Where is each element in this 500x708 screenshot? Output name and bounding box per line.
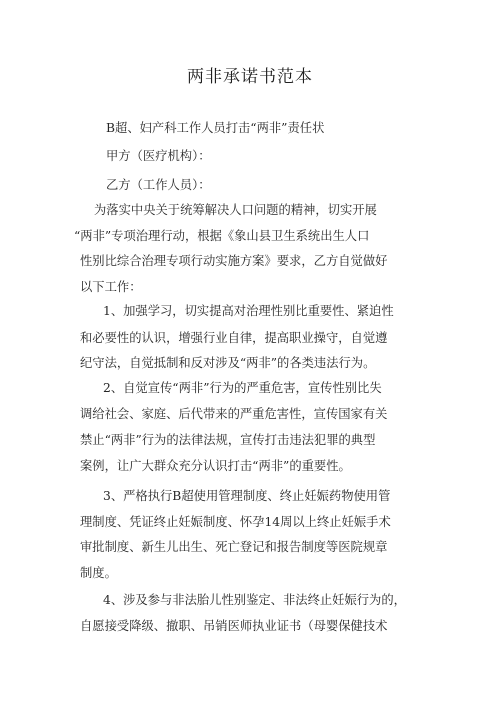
text-line: 和必要性的认识，增强行业自律，提高职业操守，自觉遵	[80, 331, 388, 345]
text-line: 2、自觉宣传“两非”行为的严重危害，宣传性别比失	[103, 381, 382, 395]
text-line: 纪守法，自觉抵制和反对涉及“两非”的各类违法行为。	[80, 356, 376, 370]
text-line: 甲方（医疗机构）：	[106, 149, 211, 163]
text-line: 为落实中央关于统筹解决人口问题的精神，切实开展	[94, 203, 377, 217]
text-line: 禁止“两非”行为的法律法规，宣传打击违法犯罪的典型	[80, 433, 376, 447]
text-line: 理制度、凭证终止妊娠制度、怀孕14周以上终止妊娠手术	[80, 515, 391, 529]
text-line: “两非”专项治理行动，根据《象山县卫生系统出生人口	[74, 229, 370, 243]
document-title: 两非承诺书范本	[187, 67, 313, 87]
text-line: 调给社会、家庭、后代带来的严重危害性，宣传国家有关	[80, 407, 388, 421]
text-line: 3、严格执行B超使用管理制度、终止妊娠药物使用管	[103, 489, 391, 503]
text-line: 4、涉及参与非法胎儿性别鉴定、非法终止妊娠行为的，	[103, 593, 406, 607]
text-line: 自愿接受降级、撤职、吊销医师执业证书（母婴保健技术	[80, 619, 388, 633]
text-line: 乙方（工作人员）：	[106, 178, 211, 192]
text-line: 制度。	[80, 566, 117, 580]
text-line: B超、妇产科工作人员打击“两非”责任状	[106, 121, 325, 135]
text-line: 以下工作：	[80, 280, 142, 294]
text-line: 1、加强学习，切实提高对治理性别比重要性、紧迫性	[103, 304, 394, 318]
text-line: 案例，让广大群众充分认识打击“两非”的重要性。	[80, 459, 351, 473]
text-line: 审批制度、新生儿出生、死亡登记和报告制度等医院规章	[80, 540, 388, 554]
text-line: 性别比综合治理专项行动实施方案》要求，乙方自觉做好	[80, 254, 388, 268]
